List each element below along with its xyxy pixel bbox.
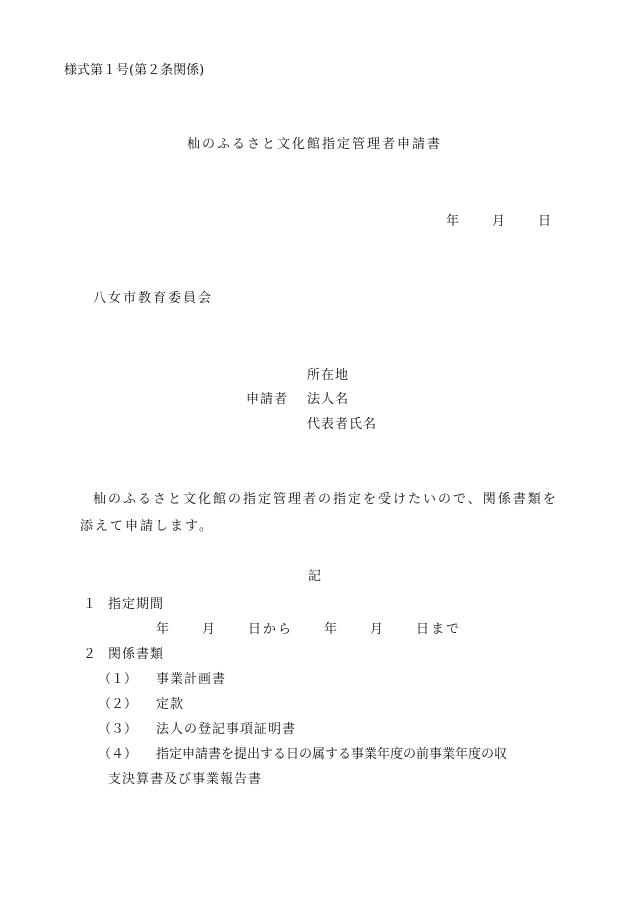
item-2-number: ２	[83, 647, 97, 662]
body-line-2: 添えて申請します。	[80, 519, 214, 534]
applicant-address-label: 所在地	[307, 368, 350, 383]
item-1-title: 指定期間	[108, 597, 165, 612]
doc-text-continuation: 支決算書及び事業報告書	[108, 772, 263, 787]
period-end-month: 月	[370, 622, 384, 637]
doc-text: 法人の登記事項証明書	[156, 722, 297, 737]
date-year-label: 年	[446, 214, 460, 229]
ki-heading: 記	[308, 569, 322, 584]
date-month-label: 月	[492, 214, 506, 229]
period-start-month: 月	[202, 622, 216, 637]
doc-number: （２）	[98, 697, 138, 712]
doc-number: （３）	[98, 722, 138, 737]
period-end-year: 年	[324, 622, 338, 637]
item-1-number: １	[83, 597, 97, 612]
addressee: 八女市教育委員会	[93, 291, 214, 306]
date-day-label: 日	[538, 214, 552, 229]
doc-text: 事業計画書	[156, 672, 227, 687]
period-start-day: 日から	[248, 622, 294, 637]
doc-text: 指定申請書を提出する日の属する事業年度の前事業年度の収	[156, 747, 508, 762]
applicant-label: 申請者	[246, 392, 289, 407]
period-start-year: 年	[156, 622, 170, 637]
item-2-title: 関係書類	[108, 647, 165, 662]
doc-number: （１）	[98, 672, 138, 687]
doc-text: 定款	[156, 697, 185, 712]
applicant-corporation-label: 法人名	[307, 392, 350, 407]
form-number: 様式第１号(第２条関係)	[64, 63, 205, 78]
doc-number: （４）	[98, 747, 138, 762]
document-title: 杣のふるさと文化館指定管理者申請書	[187, 137, 443, 152]
period-end-day: 日まで	[416, 622, 462, 637]
body-line-1: 杣のふるさと文化館の指定管理者の指定を受けたいので、関係書類を	[93, 492, 558, 507]
applicant-representative-label: 代表者氏名	[307, 417, 378, 432]
